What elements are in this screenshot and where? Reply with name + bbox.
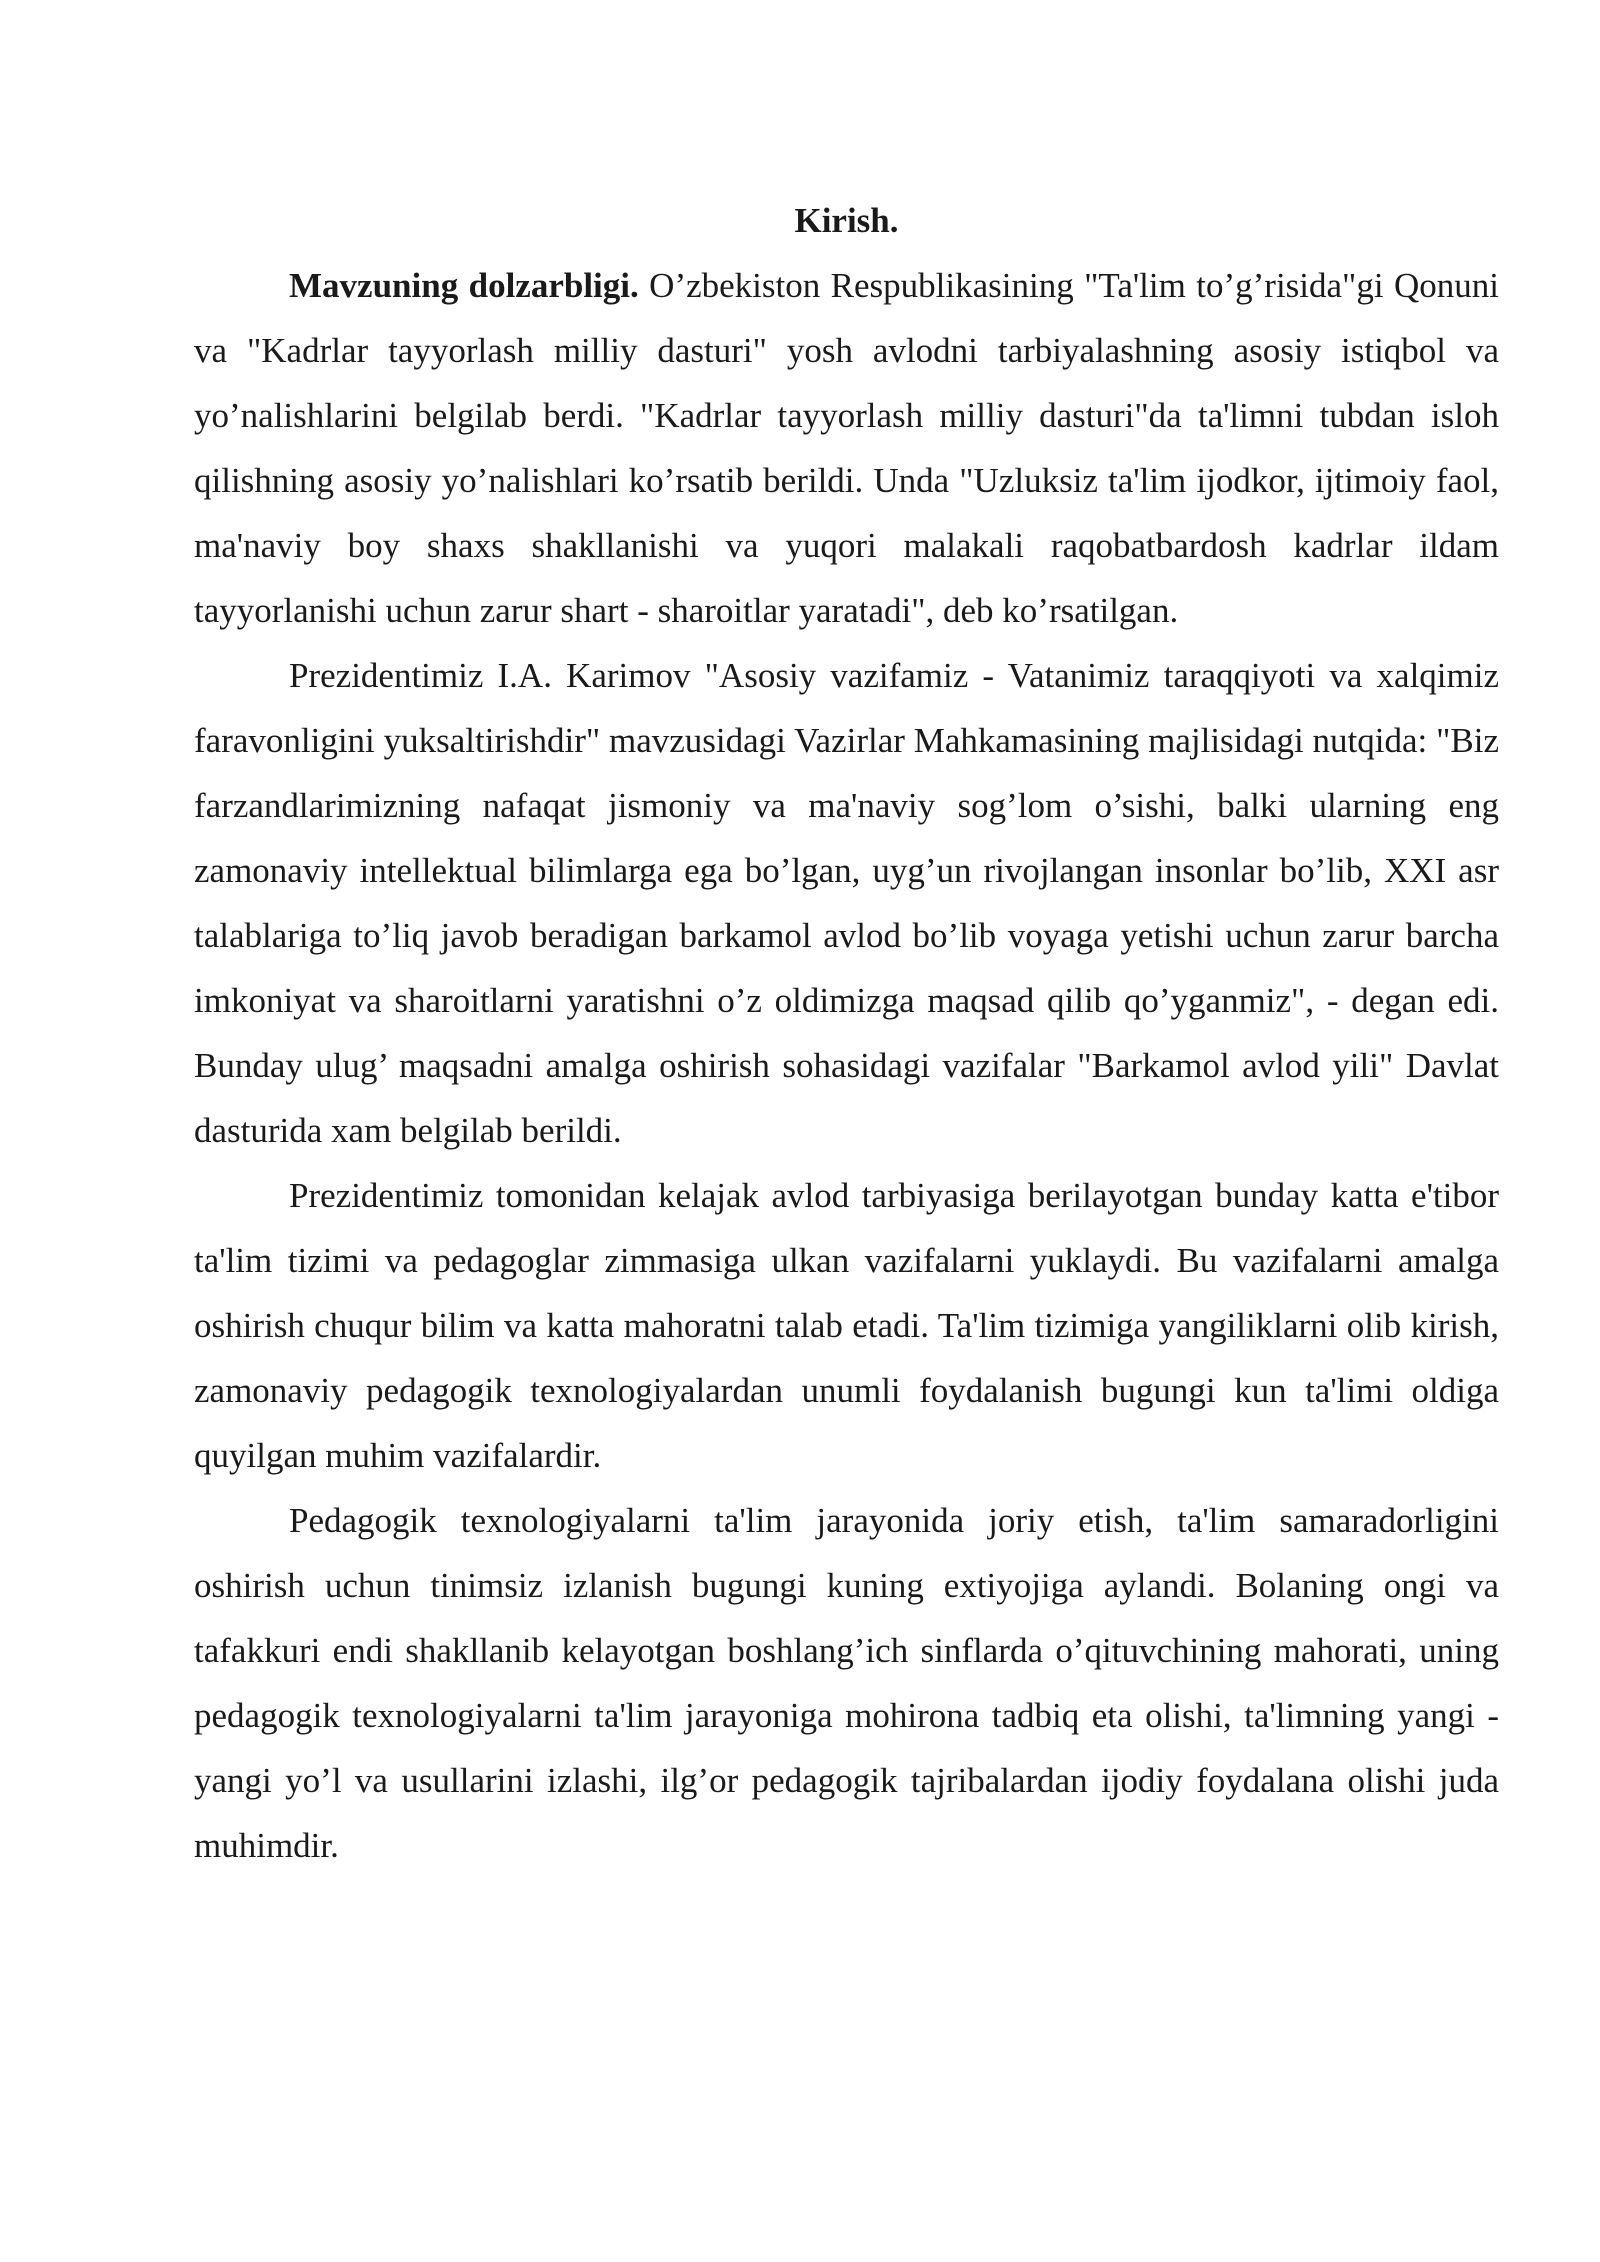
paragraph-text: Prezidentimiz tomonidan kelajak avlod tarbiyasiga berilayotgan bunday katta e'tibor ta'lim tizimi va pedagoglar zimmasiga ulkan vazifalarni yuklaydi. Bu vazifalarni amalga oshirish chuqur bilim va katta mahoratni talab etadi. Ta'lim tizimiga yangiliklarni olib kirish, zamonaviy pedagogik texnologiyalardan unumli foydalanish bugungi kun ta'limi oldiga quyilgan muhim vazifalardir.	[194, 1176, 1499, 1475]
paragraph-education-tasks	[194, 1163, 1499, 1488]
paragraph-lead: Mavzuning dolzarbligi.	[289, 266, 639, 305]
paragraph-president-quote	[194, 643, 1499, 1163]
section-heading: Kirish.	[794, 201, 899, 240]
document-body	[194, 188, 1499, 1878]
paragraph-pedagogical-technologies	[194, 1488, 1499, 1878]
paragraph-relevance	[194, 253, 1499, 643]
paragraph-text: O’zbekiston Respublikasining "Ta'lim to’g’risida"gi Qonuni va "Kadrlar tayyorlash milliy dasturi" yosh avlodni tarbiyalashning asosiy istiqbol va yo’nalishlarini belgilab berdi. "Kadrlar tayyorlash milliy dasturi"da ta'limni tubdan isloh qilishning asosiy yo’nalishlari ko’rsatib berildi. Unda "Uzluksiz ta'lim ijodkor, ijtimoiy faol, ma'naviy boy shaxs shakllanishi va yuqori malakali raqobatbardosh kadrlar ildam tayyorlanishi uchun zarur shart - sharoitlar yaratadi", deb ko’rsatilgan.	[194, 266, 1499, 630]
paragraph-text: Pedagogik texnologiyalarni ta'lim jarayonida joriy etish, ta'lim samaradorligini oshirish uchun tinimsiz izlanish bugungi kuning extiyojiga aylandi. Bolaning ongi va tafakkuri endi shakllanib kelayotgan boshlang’ich sinflarda o’qituvchining mahorati, uning pedagogik texnologiyalarni ta'lim jarayoniga mohirona tadbiq eta olishi, ta'limning yangi - yangi yo’l va usullarini izlashi, ilg’or pedagogik tajribalardan ijodiy foydalana olishi juda muhimdir.	[194, 1501, 1499, 1865]
paragraph-text: Prezidentimiz I.A. Karimov "Asosiy vazifamiz - Vatanimiz taraqqiyoti va xalqimiz faravonligini yuksaltirishdir" mavzusidagi Vazirlar Mahkamasining majlisidagi nutqida: "Biz farzandlarimizning nafaqat jismoniy va ma'naviy sog’lom o’sishi, balki ularning eng zamonaviy intellektual bilimlarga ega bo’lgan, uyg’un rivojlangan insonlar bo’lib, XXI asr talablariga to’liq javob beradigan barkamol avlod bo’lib voyaga yetishi uchun zarur barcha imkoniyat va sharoitlarni yaratishni o’z oldimizga maqsad qilib qo’yganmiz", - degan edi. Bunday ulug’ maqsadni amalga oshirish sohasidagi vazifalar "Barkamol avlod yili" Davlat dasturida xam belgilab berildi.	[194, 656, 1499, 1150]
